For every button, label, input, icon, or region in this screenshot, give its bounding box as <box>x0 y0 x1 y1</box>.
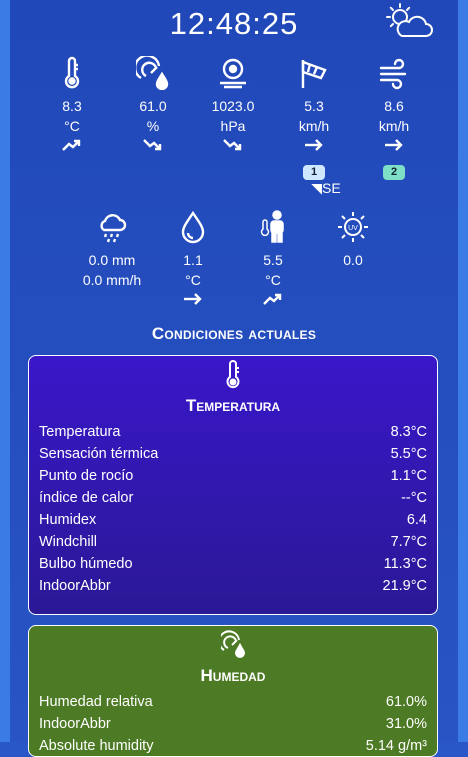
wind-unit: km/h <box>298 118 330 134</box>
row-label: Bulbo húmedo <box>39 556 133 572</box>
partly-cloudy-sun-icon <box>382 2 434 42</box>
rain-total: 0.0 mm <box>88 252 136 268</box>
rain-cloud-icon <box>95 210 129 244</box>
humidity-card <box>28 625 438 757</box>
table-row <box>29 691 437 713</box>
wind-direction-label: SE <box>322 180 341 196</box>
uv-sun-icon <box>336 210 370 244</box>
sensor-temperature <box>32 56 112 152</box>
row-value: 11.3°C <box>383 556 427 572</box>
table-row <box>29 509 437 531</box>
trend-down-icon <box>143 138 163 152</box>
row-label: Absolute humidity <box>39 738 154 754</box>
sensor-gust <box>354 56 434 180</box>
row-value: 6.4 <box>406 512 427 528</box>
right-edge <box>458 0 468 742</box>
humidity-value: 61.0 <box>139 98 167 114</box>
feels-like-value: 5.5 <box>263 252 283 268</box>
row-label: Punto de rocío <box>39 468 134 484</box>
thermometer-icon <box>221 360 245 390</box>
wind-sensor-badge: 1 <box>303 165 325 180</box>
wind-icon <box>377 56 411 90</box>
sensor-pressure <box>193 56 273 152</box>
row-value: 21.9°C <box>382 578 427 594</box>
person-icon <box>256 210 290 244</box>
gust-unit: km/h <box>378 118 410 134</box>
card-title: Humedad <box>200 666 266 685</box>
uv-value: 0.0 <box>343 252 363 268</box>
row-value: 5.14 g/m³ <box>365 738 427 754</box>
sensor-feels-like <box>233 210 313 306</box>
gust-sensor-badge: 2 <box>383 165 405 180</box>
left-edge <box>0 0 10 742</box>
row-label: IndoorAbbr <box>39 578 111 594</box>
dewpoint-unit: °C <box>185 272 201 288</box>
sensor-humidity <box>113 56 193 152</box>
sensor-rain <box>72 210 152 290</box>
table-row <box>29 735 437 757</box>
row-value: 1.1°C <box>390 468 427 484</box>
humidity-unit: % <box>146 118 160 134</box>
table-row <box>29 531 437 553</box>
sensor-uv <box>313 210 393 270</box>
dewpoint-value: 1.1 <box>183 252 203 268</box>
card-title: Temperatura <box>185 396 281 415</box>
row-value: 8.3°C <box>390 424 427 440</box>
temperature-unit: °C <box>64 118 80 134</box>
row-label: índice de calor <box>39 490 134 506</box>
thermometer-icon <box>55 56 89 90</box>
table-row <box>29 553 437 575</box>
trend-steady-icon <box>304 138 324 152</box>
clock: 12:48:25 <box>169 6 299 41</box>
sensor-dewpoint <box>153 210 233 306</box>
trend-up-icon <box>263 292 283 306</box>
row-value: --°C <box>401 490 427 506</box>
wind-direction-arrow-icon: ◥ <box>311 180 323 196</box>
barometer-icon <box>216 56 250 90</box>
row-value: 61.0% <box>385 694 427 710</box>
row-value: 5.5°C <box>390 446 427 462</box>
droplet-icon <box>176 210 210 244</box>
trend-steady-icon <box>183 292 203 306</box>
table-row <box>29 487 437 509</box>
windsock-icon <box>297 56 331 90</box>
table-row <box>29 575 437 597</box>
row-label: IndoorAbbr <box>39 716 111 732</box>
table-row <box>29 465 437 487</box>
gust-value: 8.6 <box>384 98 404 114</box>
wind-direction <box>298 180 354 196</box>
feels-like-unit: °C <box>265 272 281 288</box>
trend-down-icon <box>223 138 243 152</box>
trend-steady-icon <box>384 138 404 152</box>
row-value: 31.0% <box>385 716 427 732</box>
table-row <box>29 713 437 735</box>
humidity-gauge-icon <box>221 630 245 660</box>
trend-up-icon <box>62 138 82 152</box>
pressure-unit: hPa <box>220 118 246 134</box>
row-value: 7.7°C <box>390 534 427 550</box>
humidity-gauge-icon <box>136 56 170 90</box>
table-row <box>29 443 437 465</box>
sensor-wind <box>274 56 354 196</box>
row-label: Temperatura <box>39 424 121 440</box>
row-label: Windchill <box>39 534 98 550</box>
pressure-value: 1023.0 <box>211 98 255 114</box>
section-title: Condiciones actuales <box>151 324 317 343</box>
wind-value: 5.3 <box>304 98 324 114</box>
row-label: Sensación térmica <box>39 446 159 462</box>
temperature-value: 8.3 <box>62 98 82 114</box>
temperature-card <box>28 355 438 615</box>
svg-text:UV: UV <box>348 225 358 232</box>
table-row <box>29 421 437 443</box>
rain-rate: 0.0 mm/h <box>82 272 142 288</box>
row-label: Humidex <box>39 512 97 528</box>
row-label: Humedad relativa <box>39 694 153 710</box>
